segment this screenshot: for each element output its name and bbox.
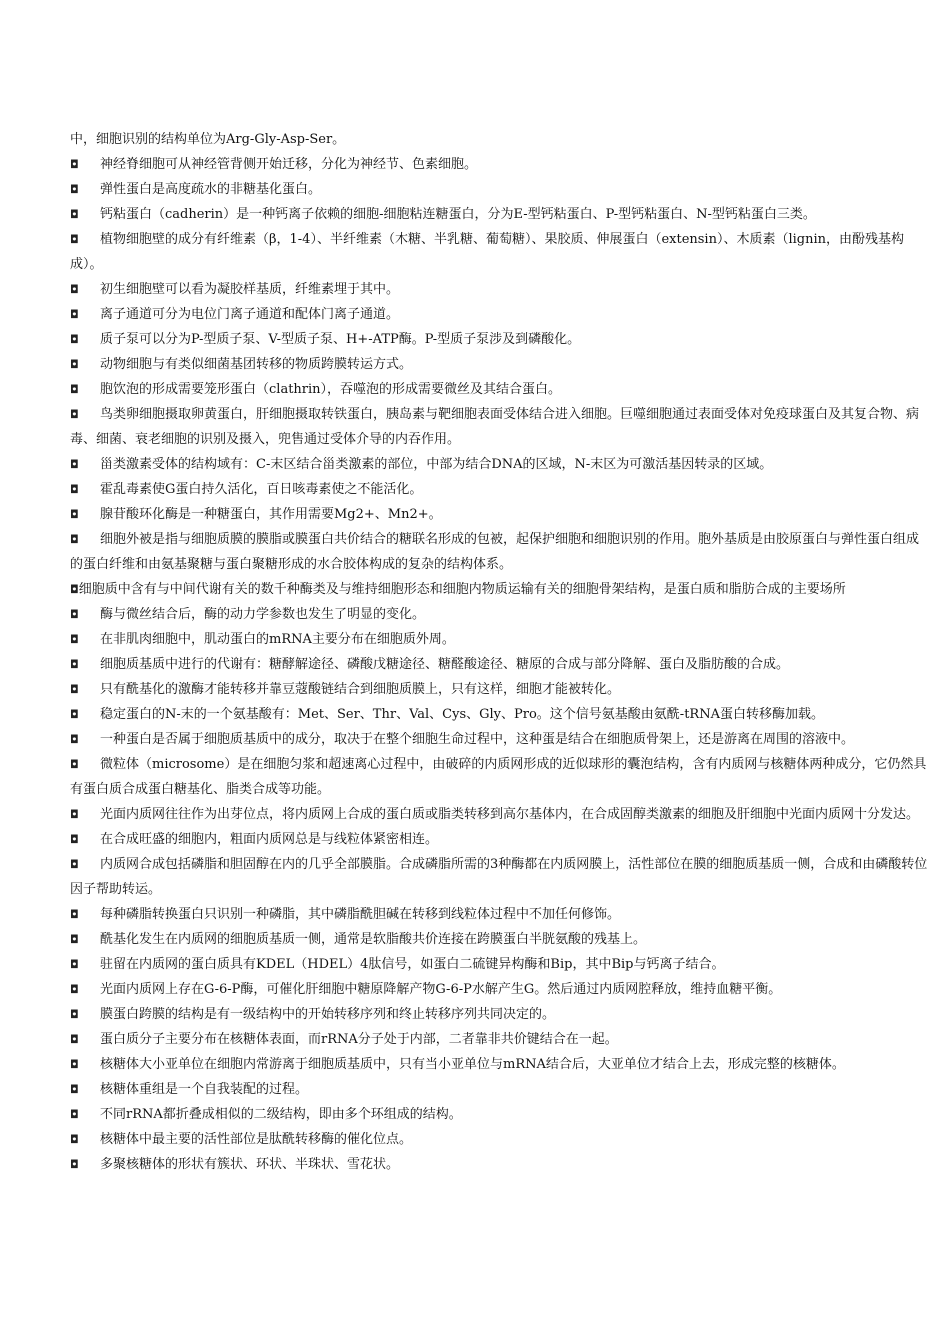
list-item-text: 多聚核糖体的形状有簇状、环状、半珠状、雪花状。 [100, 1157, 400, 1172]
list-item [70, 1052, 930, 1077]
list-item [70, 327, 930, 352]
list-item-text: 霍乱毒素使G蛋白持久活化，百日咳毒素使之不能活化。 [100, 482, 423, 497]
bullet-icon: ◘ [70, 1008, 79, 1021]
bullet-icon: ◘ [70, 358, 79, 371]
bullet-icon: ◘ [70, 158, 79, 171]
list-item [70, 752, 930, 802]
list-item-text: 酶与微丝结合后，酶的动力学参数也发生了明显的变化。 [100, 607, 426, 622]
intro-paragraph [70, 127, 930, 152]
list-item [70, 377, 930, 402]
list-item [70, 452, 930, 477]
bullet-icon: ◘ [70, 208, 79, 221]
bullet-icon: ◘ [70, 408, 79, 421]
bullet-icon: ◘ [70, 283, 79, 296]
list-item-text: 钙粘蛋白（cadherin）是一种钙离子依赖的细胞-细胞粘连糖蛋白，分为E-型钙粘蛋白、P-型钙粘蛋白、N-型钙粘蛋白三类。 [100, 207, 816, 222]
list-item [70, 202, 930, 227]
list-item [70, 577, 930, 602]
list-item [70, 852, 930, 902]
bullet-icon: ◘ [70, 233, 79, 246]
list-item [70, 352, 930, 377]
bullet-icon: ◘ [70, 1133, 79, 1146]
bullet-icon: ◘ [70, 1033, 79, 1046]
list-item [70, 177, 930, 202]
list-item-text: 驻留在内质网的蛋白质具有KDEL（HDEL）4肽信号，如蛋白二硫键异构酶和Bip，其中Bip与钙离子结合。 [100, 957, 725, 972]
list-item [70, 402, 930, 452]
list-item [70, 927, 930, 952]
list-item-text: 植物细胞壁的成分有纤维素（β，1-4）、半纤维素（木糖、半乳糖、葡萄糖）、果胶质、伸展蛋白（extensin）、木质素（lignin，由酚残基构成）。 [70, 232, 905, 272]
list-item [70, 902, 930, 927]
bullet-icon: ◘ [70, 833, 79, 846]
bullet-icon: ◘ [70, 308, 79, 321]
bullet-icon: ◘ [70, 383, 79, 396]
list-item-text: 离子通道可分为电位门离子通道和配体门离子通道。 [100, 307, 400, 322]
list-item [70, 1027, 930, 1052]
list-item [70, 1102, 930, 1127]
list-item-text: 微粒体（microsome）是在细胞匀浆和超速离心过程中，由破碎的内质网形成的近似球形的囊泡结构，含有内质网与核糖体两种成分，它仍然具有蛋白质合成蛋白糖基化、脂类合成等功能。 [70, 757, 927, 797]
bullet-icon: ◘ [70, 633, 79, 646]
list-item [70, 527, 930, 577]
list-item [70, 802, 930, 827]
list-item [70, 1152, 930, 1177]
list-item-text: 光面内质网上存在G-6-P酶，可催化肝细胞中糖原降解产物G-6-P水解产生G。然后通过内质网腔释放，维持血糖平衡。 [100, 982, 782, 997]
list-item-text: 在合成旺盛的细胞内，粗面内质网总是与线粒体紧密相连。 [100, 832, 439, 847]
list-item-text: 弹性蛋白是高度疏水的非糖基化蛋白。 [100, 182, 322, 197]
bullet-icon: ◘ [70, 608, 79, 621]
bullet-icon: ◘ [70, 333, 79, 346]
bullet-icon: ◘ [70, 1083, 79, 1096]
list-item [70, 602, 930, 627]
list-item-text: 不同rRNA都折叠成相似的二级结构，即由多个环组成的结构。 [100, 1107, 462, 1122]
list-item-text: 光面内质网往往作为出芽位点，将内质网上合成的蛋白质或脂类转移到高尔基体内，在合成固醇类激素的细胞及肝细胞中光面内质网十分发达。 [100, 807, 920, 822]
list-item-text: 内质网合成包括磷脂和胆固醇在内的几乎全部膜脂。合成磷脂所需的3种酶都在内质网膜上，活性部位在膜的细胞质基质一侧，合成和由磷酸转位因子帮助转运。 [70, 857, 928, 897]
list-item-text: 膜蛋白跨膜的结构是有一级结构中的开始转移序列和终止转移序列共同决定的。 [100, 1007, 556, 1022]
bullet-icon: ◘ [70, 708, 79, 721]
list-item-text: 稳定蛋白的N-末的一个氨基酸有：Met、Ser、Thr、Val、Cys、Gly、Pro。这个信号氨基酸由氨酰-tRNA蛋白转移酶加载。 [100, 707, 824, 722]
bullet-icon: ◘ [70, 533, 79, 546]
list-item [70, 652, 930, 677]
list-item [70, 152, 930, 177]
list-item-text: 在非肌肉细胞中，肌动蛋白的mRNA主要分布在细胞质外周。 [100, 632, 455, 647]
list-item [70, 727, 930, 752]
bullet-icon: ◘ [70, 983, 79, 996]
list-item [70, 977, 930, 1002]
bullet-icon: ◘ [70, 733, 79, 746]
list-item-text: 核糖体中最主要的活性部位是肽酰转移酶的催化位点。 [100, 1132, 413, 1147]
bullet-icon: ◘ [70, 958, 79, 971]
bullet-icon: ◘ [70, 483, 79, 496]
list-item [70, 1002, 930, 1027]
list-item-text: 只有酰基化的激酶才能转移并靠豆蔻酸链结合到细胞质膜上，只有这样，细胞才能被转化。 [100, 682, 621, 697]
list-item-text: 初生细胞壁可以看为凝胶样基质，纤维素埋于其中。 [100, 282, 400, 297]
list-item [70, 277, 930, 302]
bullet-icon: ◘ [70, 908, 79, 921]
intro-text: 中，细胞识别的结构单位为Arg-Gly-Asp-Ser。 [70, 132, 346, 147]
list-item-text: 酰基化发生在内质网的细胞质基质一侧，通常是软脂酸共价连接在跨膜蛋白半胱氨酸的残基上。 [100, 932, 647, 947]
list-item [70, 227, 930, 277]
list-item [70, 502, 930, 527]
list-item-text: 每种磷脂转换蛋白只识别一种磷脂，其中磷脂酰胆碱在转移到线粒体过程中不加任何修饰。 [100, 907, 621, 922]
bullet-icon: ◘ [70, 183, 79, 196]
bullet-icon: ◘ [70, 1058, 79, 1071]
list-item [70, 1077, 930, 1102]
bullet-icon: ◘ [70, 583, 79, 596]
list-item [70, 302, 930, 327]
list-item-text: 细胞质基质中进行的代谢有：糖酵解途径、磷酸戊糖途径、糖醛酸途径、糖原的合成与部分降解、蛋白及脂肪酸的合成。 [100, 657, 790, 672]
list-item-text: 鸟类卵细胞摄取卵黄蛋白，肝细胞摄取转铁蛋白，胰岛素与靶细胞表面受体结合进入细胞。巨噬细胞通过表面受体对免疫球蛋白及其复合物、病毒、细菌、衰老细胞的识别及摄入，兜售通过受体介导的内吞作用。 [70, 407, 920, 447]
bullet-icon: ◘ [70, 1158, 79, 1171]
list-item [70, 952, 930, 977]
bullet-icon: ◘ [70, 458, 79, 471]
list-item-text: 腺苷酸环化酶是一种糖蛋白，其作用需要Mg2+、Mn2+。 [100, 507, 442, 522]
list-item-text: 胞饮泡的形成需要笼形蛋白（clathrin），吞噬泡的形成需要微丝及其结合蛋白。 [100, 382, 562, 397]
bullet-icon: ◘ [70, 508, 79, 521]
list-item [70, 627, 930, 652]
list-item-text: 神经脊细胞可从神经管背侧开始迁移，分化为神经节、色素细胞。 [100, 157, 478, 172]
bullet-icon: ◘ [70, 808, 79, 821]
list-item-text: 质子泵可以分为P-型质子泵、V-型质子泵、H+-ATP酶。P-型质子泵涉及到磷酸化。 [100, 332, 581, 347]
bullet-icon: ◘ [70, 758, 79, 771]
list-item-text: 蛋白质分子主要分布在核糖体表面，而rRNA分子处于内部，二者靠非共价键结合在一起。 [100, 1032, 618, 1047]
list-item-text: 甾类激素受体的结构域有：C-末区结合甾类激素的部位，中部为结合DNA的区域，N-末区为可激活基因转录的区域。 [100, 457, 773, 472]
list-item-text: 细胞外被是指与细胞质膜的膜脂或膜蛋白共价结合的糖联名形成的包被，起保护细胞和细胞识别的作用。胞外基质是由胶原蛋白与弹性蛋白组成的蛋白纤维和由氨基聚糖与蛋白聚糖形成的水合胶体构成的复杂的结构体系。 [70, 532, 920, 572]
list-item [70, 1127, 930, 1152]
list-item-text: 一种蛋白是否属于细胞质基质中的成分，取决于在整个细胞生命过程中，这种蛋是结合在细胞质骨架上，还是游离在周围的溶液中。 [100, 732, 855, 747]
bullet-icon: ◘ [70, 683, 79, 696]
bullet-icon: ◘ [70, 1108, 79, 1121]
list-item [70, 827, 930, 852]
list-item-text: 核糖体重组是一个自我装配的过程。 [100, 1082, 309, 1097]
list-item-text: 动物细胞与有类似细菌基团转移的物质跨膜转运方式。 [100, 357, 413, 372]
list-item-text: 细胞质中含有与中间代谢有关的数千种酶类及与维持细胞形态和细胞内物质运输有关的细胞骨架结构，是蛋白质和脂肪合成的主要场所 [78, 582, 846, 597]
bullet-icon: ◘ [70, 658, 79, 671]
list-item [70, 677, 930, 702]
bullet-icon: ◘ [70, 933, 79, 946]
bullet-icon: ◘ [70, 858, 79, 871]
document-body [70, 127, 930, 1177]
list-item-text: 核糖体大小亚单位在细胞内常游离于细胞质基质中，只有当小亚单位与mRNA结合后，大亚单位才结合上去，形成完整的核糖体。 [100, 1057, 845, 1072]
list-item [70, 477, 930, 502]
list-item [70, 702, 930, 727]
